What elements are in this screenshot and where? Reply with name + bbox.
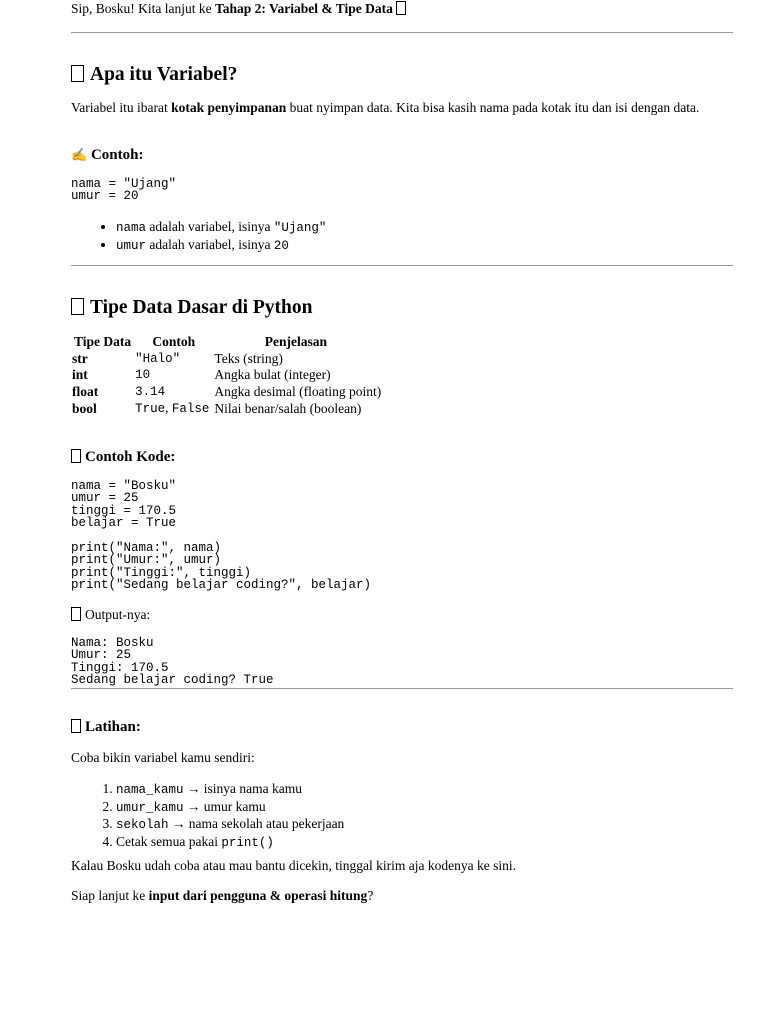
table-row: int 10 Angka bulat (integer) — [72, 367, 331, 382]
example-heading: ✍️ Contoh: — [71, 147, 144, 163]
column-header: Penjelasan — [264, 334, 327, 349]
next-step-line: Siap lanjut ke input dari pengguna & operasi hitung? — [71, 888, 374, 903]
variabel-bullets — [71, 219, 716, 254]
list-item: 3. sekolah → nama sekolah atau pekerjaan — [116, 816, 716, 834]
desc-bold: kotak penyimpanan — [171, 100, 287, 115]
list-item: 1. nama_kamu → isinya nama kamu — [116, 781, 716, 799]
divider — [71, 265, 733, 266]
latihan-intro: Coba bikin variabel kamu sendiri: — [71, 750, 255, 765]
missing-glyph-icon — [71, 298, 84, 315]
output-label: Output-nya: — [71, 607, 150, 623]
section-title-variabel: Apa itu Variabel? — [71, 63, 237, 87]
column-header: Contoh — [152, 334, 196, 349]
missing-glyph-icon — [71, 719, 81, 733]
code-heading: Contoh Kode: — [71, 448, 175, 466]
missing-glyph-icon — [71, 607, 81, 621]
output-block: Nama: Bosku Umur: 25 Tinggi: 170.5 Sedang belajar coding? True — [71, 636, 274, 688]
next-step-bold: input dari pengguna & operasi hitung — [148, 888, 368, 903]
intro-text: Sip, Bosku! Kita lanjut ke — [71, 1, 215, 16]
latihan-note: Kalau Bosku udah coba atau mau bantu dicekin, tinggal kirim aja kodenya ke sini. — [71, 858, 517, 873]
writing-hand-icon: ✍️ — [71, 148, 88, 163]
table-row: float 3.14 Angka desimal (floating point) — [72, 383, 382, 399]
list-item: • umur adalah variabel, isinya 20 — [116, 237, 716, 255]
table-row: str "Halo" Teks (string) — [72, 350, 283, 366]
missing-glyph-icon — [396, 1, 406, 15]
list-item: • nama adalah variabel, isinya "Ujang" — [116, 219, 716, 237]
code-block-contoh: nama = "Bosku" umur = 25 tinggi = 170.5 belajar = True print("Nama:", nama) print("Umur:", umur) print("Tinggi:", tinggi) print("Sedang belajar coding?", belajar) — [71, 479, 372, 593]
column-header: Tipe Data — [74, 334, 132, 349]
section-title-tipe-data: Tipe Data Dasar di Python — [71, 296, 312, 320]
tipe-data-table — [71, 334, 381, 418]
table-row: bool True, False Nilai benar/salah (boolean) — [72, 400, 362, 416]
intro-bold: Tahap 2: Variabel & Tipe Data — [215, 1, 393, 16]
section-title-latihan: Latihan: — [71, 718, 141, 736]
variabel-description: Variabel itu ibarat kotak penyimpanan buat nyimpan data. Kita bisa kasih nama pada kotak itu dan isi dengan data. — [71, 100, 700, 115]
intro-line — [71, 1, 410, 17]
code-block-variabel: nama = "Ujang" umur = 20 — [71, 177, 177, 204]
table-header-row — [71, 334, 381, 351]
missing-glyph-icon — [71, 65, 84, 82]
missing-glyph-icon — [71, 449, 81, 463]
list-item: 4. Cetak semua pakai print() — [116, 834, 716, 852]
list-item: 2. umur_kamu → umur kamu — [116, 799, 716, 817]
divider — [71, 688, 733, 689]
divider — [71, 32, 733, 33]
latihan-list — [71, 781, 716, 851]
